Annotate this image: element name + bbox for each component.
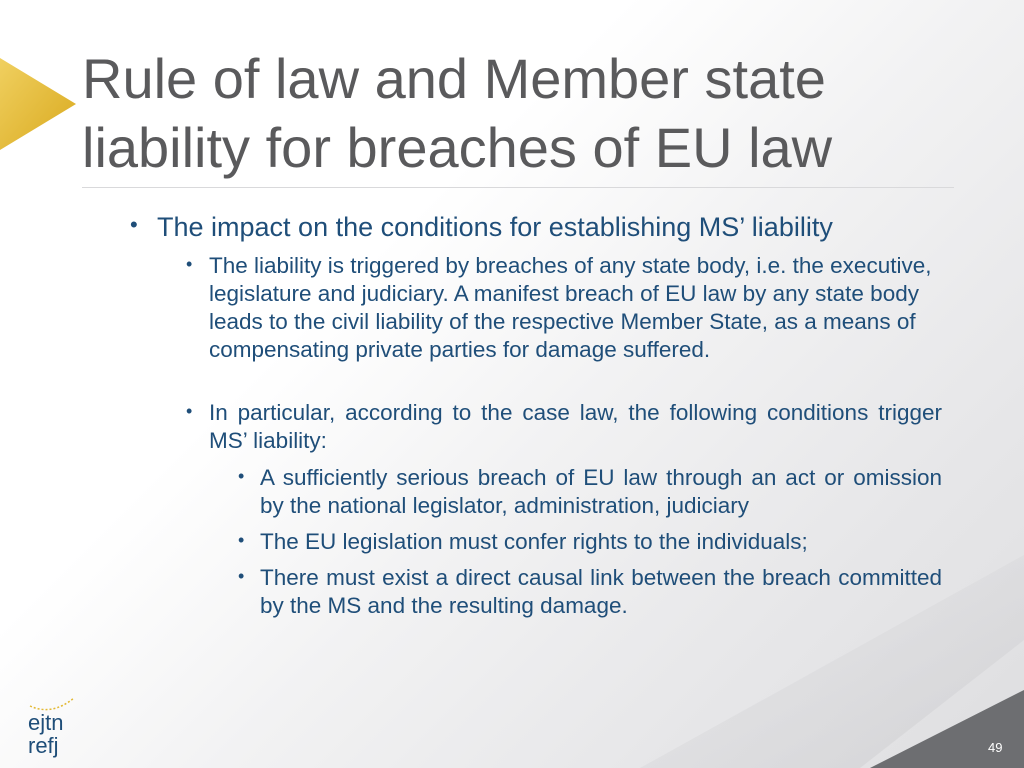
bullet-level2-liability: The liability is triggered by breaches of any state body, i.e. the executive, legislature and judiciary. A manifest breach of EU law by any state body leads to the civil liability of the respective Member State, as a means of compensating private parties for damage suffered. — [209, 253, 932, 362]
page-number: 49 — [988, 740, 1003, 755]
bullet-level2-conditions: In particular, according to the case law, the following conditions trigger MS’ liability: — [209, 400, 942, 453]
bullet-level3-rights: The EU legislation must confer rights to the individuals; — [260, 529, 808, 554]
logo-line-2: refj — [28, 733, 59, 758]
title-line-1: Rule of law and Member state — [82, 47, 826, 110]
gold-triangle-accent — [0, 58, 76, 150]
bullet-level3-breach: A sufficiently serious breach of EU law through an act or omission by the national legislator, administration, judiciary — [260, 465, 942, 518]
ejtn-logo — [26, 696, 82, 760]
slide-title — [82, 44, 962, 182]
bullet-marker: • — [238, 530, 245, 550]
bullet-marker: • — [238, 566, 245, 586]
bullet-marker: • — [186, 254, 193, 274]
bullet-marker: • — [186, 401, 193, 421]
bullet-level1: The impact on the conditions for establishing MS’ liability — [157, 212, 833, 242]
title-line-2: liability for breaches of EU law — [82, 116, 833, 179]
bullet-marker: • — [238, 466, 245, 486]
bullet-level3-causal-link: There must exist a direct causal link between the breach committed by the MS and the resulting damage. — [260, 565, 942, 618]
title-divider — [82, 187, 954, 188]
bullet-marker: • — [130, 212, 138, 237]
logo-line-1: ejtn — [28, 710, 64, 735]
